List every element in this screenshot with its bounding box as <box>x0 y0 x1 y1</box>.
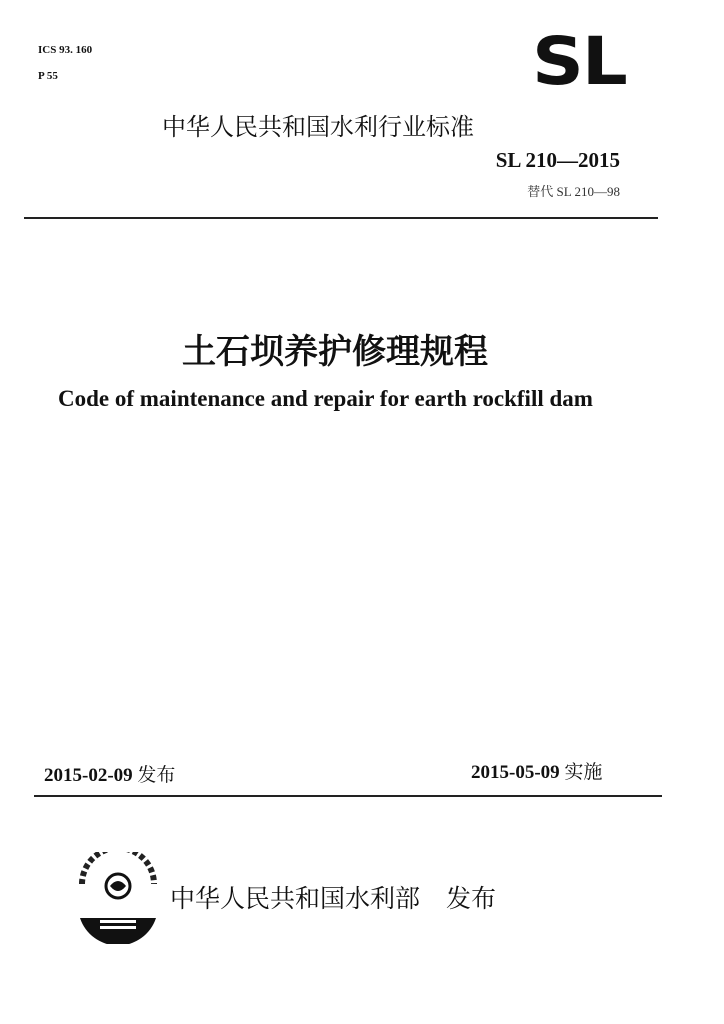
issue-label: 发布 <box>137 764 176 786</box>
implement-date: 2015-05-09 <box>471 762 560 783</box>
issue-date-line <box>44 760 175 787</box>
implement-date-line <box>471 757 602 784</box>
replaces-note: 替代 SL 210—98 <box>527 184 620 199</box>
top-divider <box>24 217 658 219</box>
issue-date: 2015-02-09 <box>44 765 133 786</box>
publisher-line <box>170 879 496 915</box>
bottom-divider <box>34 795 662 797</box>
implement-label: 实施 <box>564 761 603 783</box>
ministry-seal-icon <box>72 852 164 944</box>
publisher-name: 中华人民共和国水利部 <box>170 884 421 913</box>
ccs-code: P 55 <box>38 70 58 82</box>
title-chinese: 土石坝养护修理规程 <box>182 332 488 372</box>
standard-code: SL 210—2015 <box>495 148 620 172</box>
standard-category: 中华人民共和国水利行业标准 <box>162 113 474 141</box>
publish-label: 发布 <box>445 884 496 913</box>
sl-logo: SL <box>532 22 626 100</box>
ics-code: ICS 93. 160 <box>38 44 93 56</box>
title-english: Code of maintenance and repair for earth rockfill dam <box>58 386 593 411</box>
